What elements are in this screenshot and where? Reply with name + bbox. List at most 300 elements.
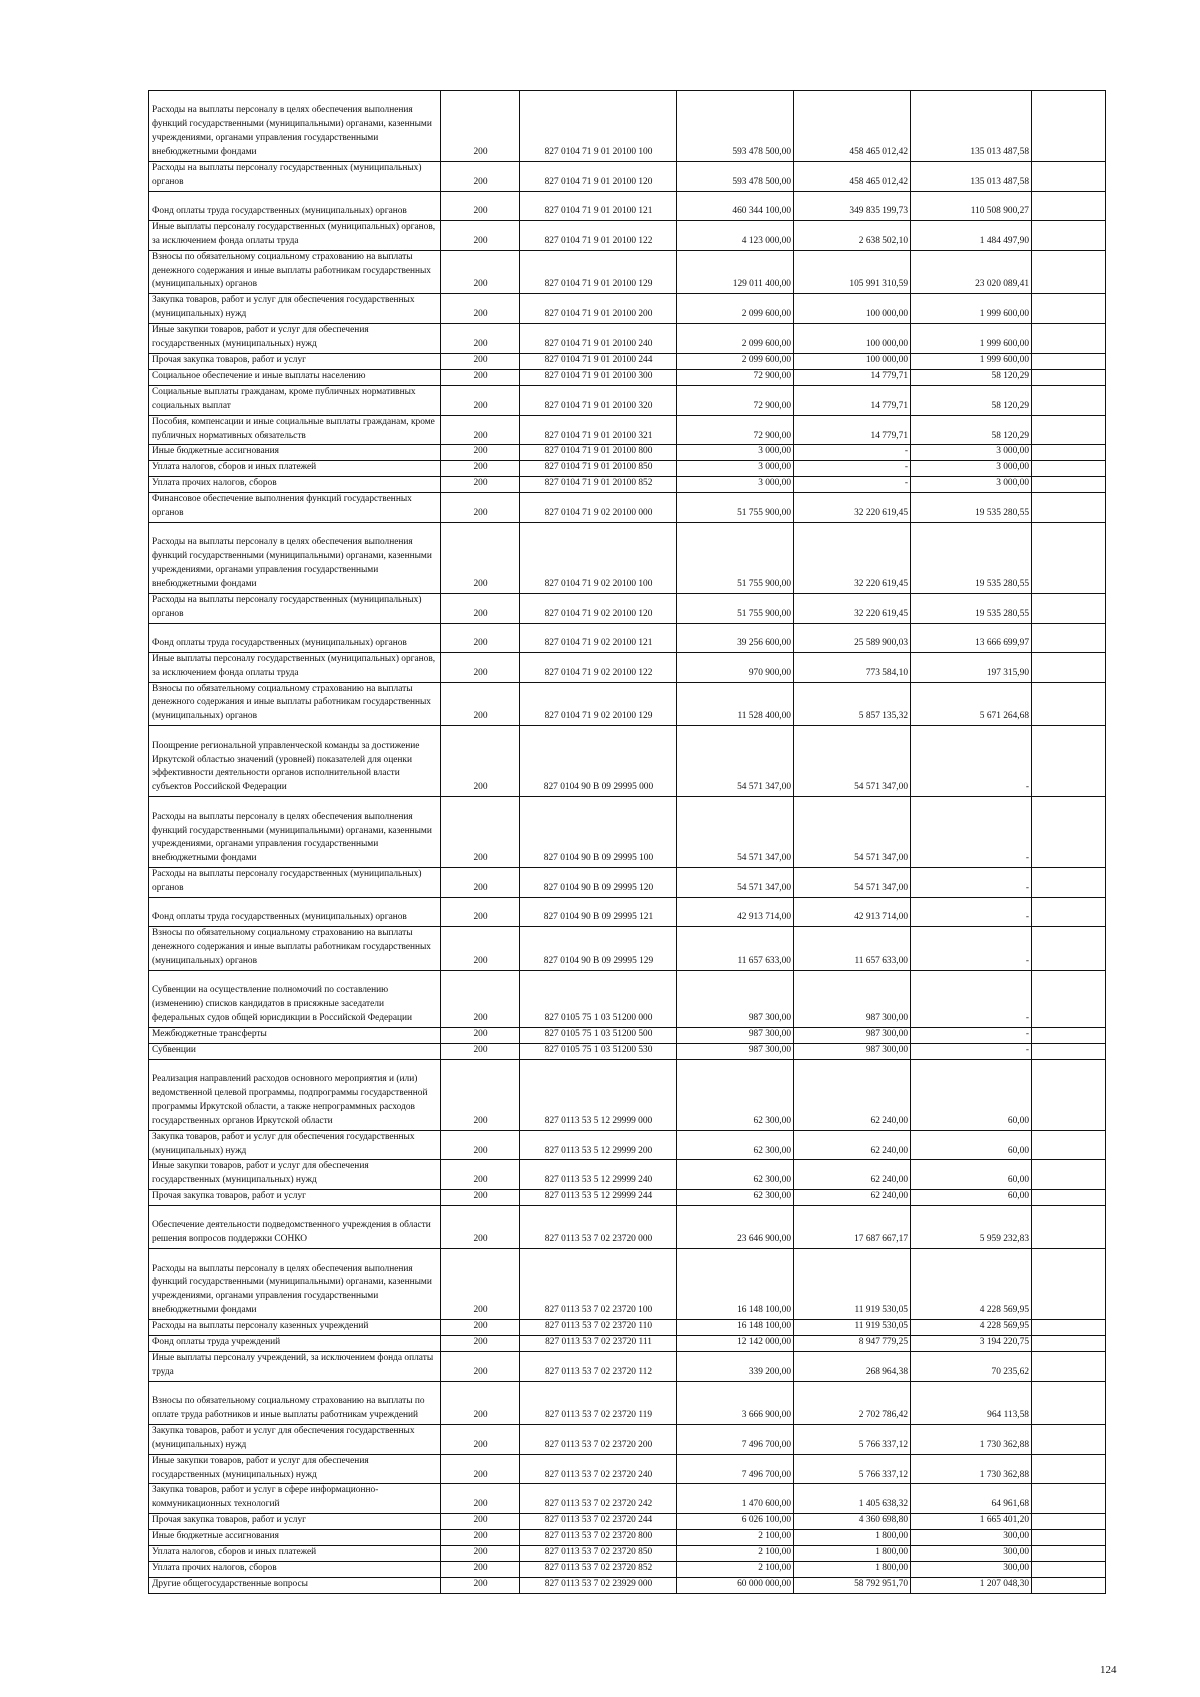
cell-unexecuted: 60,00 — [911, 1190, 1032, 1206]
cell-approved: 1 470 600,00 — [677, 1484, 794, 1514]
cell-empty — [1032, 1336, 1106, 1352]
cell-name: Фонд оплаты труда государственных (муниципальных) органов — [149, 623, 441, 652]
cell-executed: 11 919 530,05 — [794, 1320, 911, 1336]
cell-unexecuted: 110 508 900,27 — [911, 191, 1032, 220]
cell-name: Уплата налогов, сборов и иных платежей — [149, 461, 441, 477]
cell-name: Взносы по обязательному социальному страхованию на выплаты денежного содержания и иные выплаты работникам государственных (муниципальных) органов — [149, 927, 441, 971]
cell-name: Субвенции — [149, 1043, 441, 1059]
cell-approved: 51 755 900,00 — [677, 493, 794, 523]
cell-name: Закупка товаров, работ и услуг для обеспечения государственных (муниципальных) нужд — [149, 1130, 441, 1160]
cell-approved: 2 100,00 — [677, 1561, 794, 1577]
cell-name: Прочая закупка товаров, работ и услуг — [149, 353, 441, 369]
cell-empty — [1032, 294, 1106, 324]
cell-kbk: 827 0113 53 7 02 23720 244 — [520, 1514, 677, 1530]
table-row — [149, 385, 1106, 415]
cell-unexecuted: - — [911, 970, 1032, 1027]
cell-unexecuted: 19 535 280,55 — [911, 522, 1032, 593]
cell-approved: 129 011 400,00 — [677, 250, 794, 294]
cell-empty — [1032, 415, 1106, 445]
cell-kbk: 827 0104 90 В 09 29995 100 — [520, 797, 677, 868]
cell-unexecuted: 58 120,29 — [911, 415, 1032, 445]
cell-executed: 1 800,00 — [794, 1546, 911, 1562]
table-row — [149, 461, 1106, 477]
cell-name: Иные бюджетные ассигнования — [149, 1530, 441, 1546]
table-row — [149, 868, 1106, 898]
cell-empty — [1032, 353, 1106, 369]
table-row — [149, 250, 1106, 294]
cell-name: Взносы по обязательному социальному страхованию на выплаты по оплате труда работников и иные выплаты работникам учреждений — [149, 1381, 441, 1424]
cell-name: Уплата прочих налогов, сборов — [149, 477, 441, 493]
cell-empty — [1032, 1484, 1106, 1514]
cell-empty — [1032, 250, 1106, 294]
cell-code: 200 — [441, 91, 520, 162]
cell-approved: 11 528 400,00 — [677, 682, 794, 726]
cell-kbk: 827 0113 53 5 12 29999 240 — [520, 1160, 677, 1190]
cell-empty — [1032, 1381, 1106, 1424]
cell-kbk: 827 0104 90 В 09 29995 120 — [520, 868, 677, 898]
cell-empty — [1032, 1561, 1106, 1577]
cell-kbk: 827 0104 71 9 01 20100 320 — [520, 385, 677, 415]
cell-empty — [1032, 91, 1106, 162]
cell-unexecuted: 1 999 600,00 — [911, 324, 1032, 354]
cell-unexecuted: 3 000,00 — [911, 477, 1032, 493]
cell-empty — [1032, 1027, 1106, 1043]
table-row — [149, 522, 1106, 593]
cell-empty — [1032, 1130, 1106, 1160]
cell-empty — [1032, 1424, 1106, 1454]
cell-unexecuted: - — [911, 726, 1032, 797]
cell-executed: 62 240,00 — [794, 1059, 911, 1130]
cell-code: 200 — [441, 294, 520, 324]
cell-kbk: 827 0104 71 9 01 20100 120 — [520, 162, 677, 192]
cell-empty — [1032, 522, 1106, 593]
cell-kbk: 827 0104 71 9 02 20100 000 — [520, 493, 677, 523]
cell-executed: 17 687 667,17 — [794, 1206, 911, 1249]
cell-kbk: 827 0104 71 9 01 20100 852 — [520, 477, 677, 493]
cell-unexecuted: 4 228 569,95 — [911, 1249, 1032, 1320]
cell-name: Расходы на выплаты персоналу в целях обеспечения выполнения функций государственными (муниципальными) органами, казенными учреждениями, органами управления государственными внебюджетными фондами — [149, 797, 441, 868]
cell-empty — [1032, 1546, 1106, 1562]
cell-executed: - — [794, 461, 911, 477]
cell-unexecuted: 23 020 089,41 — [911, 250, 1032, 294]
cell-code: 200 — [441, 1484, 520, 1514]
cell-executed: 62 240,00 — [794, 1130, 911, 1160]
table-row — [149, 1530, 1106, 1546]
cell-kbk: 827 0104 71 9 02 20100 100 — [520, 522, 677, 593]
cell-executed: 11 657 633,00 — [794, 927, 911, 971]
cell-kbk: 827 0104 71 9 01 20100 122 — [520, 220, 677, 250]
cell-executed: 987 300,00 — [794, 1043, 911, 1059]
cell-approved: 6 026 100,00 — [677, 1514, 794, 1530]
cell-unexecuted: - — [911, 927, 1032, 971]
cell-executed: 105 991 310,59 — [794, 250, 911, 294]
cell-approved: 54 571 347,00 — [677, 797, 794, 868]
cell-executed: 25 589 900,03 — [794, 623, 911, 652]
table-row — [149, 1130, 1106, 1160]
cell-unexecuted: 4 228 569,95 — [911, 1320, 1032, 1336]
cell-executed: 11 919 530,05 — [794, 1249, 911, 1320]
cell-executed: 42 913 714,00 — [794, 898, 911, 927]
cell-kbk: 827 0113 53 7 02 23720 850 — [520, 1546, 677, 1562]
cell-name: Финансовое обеспечение выполнения функций государственных органов — [149, 493, 441, 523]
cell-empty — [1032, 1206, 1106, 1249]
cell-name: Социальные выплаты гражданам, кроме публичных нормативных социальных выплат — [149, 385, 441, 415]
cell-approved: 2 099 600,00 — [677, 324, 794, 354]
cell-executed: 54 571 347,00 — [794, 726, 911, 797]
cell-executed: 2 638 502,10 — [794, 220, 911, 250]
cell-executed: 14 779,71 — [794, 369, 911, 385]
cell-code: 200 — [441, 1424, 520, 1454]
cell-code: 200 — [441, 1130, 520, 1160]
cell-name: Расходы на выплаты персоналу государственных (муниципальных) органов — [149, 162, 441, 192]
cell-kbk: 827 0104 71 9 01 20100 244 — [520, 353, 677, 369]
table-row — [149, 162, 1106, 192]
cell-kbk: 827 0104 71 9 02 20100 122 — [520, 652, 677, 682]
cell-executed: 5 766 337,12 — [794, 1454, 911, 1484]
cell-empty — [1032, 493, 1106, 523]
cell-approved: 7 496 700,00 — [677, 1454, 794, 1484]
cell-executed: 773 584,10 — [794, 652, 911, 682]
cell-empty — [1032, 1043, 1106, 1059]
cell-empty — [1032, 1190, 1106, 1206]
cell-name: Субвенции на осуществление полномочий по составлению (изменению) списков кандидатов в присяжные заседатели федеральных судов общей юрисдикции в Российской Федерации — [149, 970, 441, 1027]
cell-name: Иные выплаты персоналу учреждений, за исключением фонда оплаты труда — [149, 1351, 441, 1381]
cell-empty — [1032, 1059, 1106, 1130]
table-row — [149, 1336, 1106, 1352]
cell-unexecuted: 1 999 600,00 — [911, 353, 1032, 369]
cell-kbk: 827 0113 53 7 02 23720 112 — [520, 1351, 677, 1381]
cell-name: Иные выплаты персоналу государственных (муниципальных) органов, за исключением фонда оплаты труда — [149, 652, 441, 682]
table-row — [149, 1027, 1106, 1043]
cell-name: Расходы на выплаты персоналу государственных (муниципальных) органов — [149, 593, 441, 623]
cell-approved: 16 148 100,00 — [677, 1249, 794, 1320]
table-row — [149, 1043, 1106, 1059]
cell-unexecuted: 64 961,68 — [911, 1484, 1032, 1514]
cell-unexecuted: 60,00 — [911, 1130, 1032, 1160]
cell-kbk: 827 0113 53 5 12 29999 200 — [520, 1130, 677, 1160]
cell-unexecuted: 135 013 487,58 — [911, 91, 1032, 162]
cell-empty — [1032, 162, 1106, 192]
cell-code: 200 — [441, 493, 520, 523]
cell-approved: 23 646 900,00 — [677, 1206, 794, 1249]
cell-empty — [1032, 1320, 1106, 1336]
cell-executed: 1 405 638,32 — [794, 1484, 911, 1514]
cell-name: Расходы на выплаты персоналу в целях обеспечения выполнения функций государственными (муниципальными) органами, казенными учреждениями, органами управления государственными внебюджетными фондами — [149, 91, 441, 162]
cell-code: 200 — [441, 623, 520, 652]
table-row — [149, 1484, 1106, 1514]
cell-executed: - — [794, 477, 911, 493]
table-row — [149, 1514, 1106, 1530]
cell-approved: 72 900,00 — [677, 415, 794, 445]
cell-empty — [1032, 726, 1106, 797]
cell-executed: 1 800,00 — [794, 1561, 911, 1577]
cell-kbk: 827 0104 90 В 09 29995 121 — [520, 898, 677, 927]
cell-name: Закупка товаров, работ и услуг для обеспечения государственных (муниципальных) нужд — [149, 1424, 441, 1454]
table-row — [149, 927, 1106, 971]
cell-approved: 970 900,00 — [677, 652, 794, 682]
cell-name: Фонд оплаты труда государственных (муниципальных) органов — [149, 898, 441, 927]
cell-code: 200 — [441, 1190, 520, 1206]
table-row — [149, 1454, 1106, 1484]
cell-approved: 54 571 347,00 — [677, 868, 794, 898]
cell-executed: 458 465 012,42 — [794, 91, 911, 162]
cell-executed: 987 300,00 — [794, 970, 911, 1027]
cell-kbk: 827 0104 71 9 02 20100 121 — [520, 623, 677, 652]
cell-executed: 458 465 012,42 — [794, 162, 911, 192]
cell-kbk: 827 0104 71 9 01 20100 100 — [520, 91, 677, 162]
cell-approved: 39 256 600,00 — [677, 623, 794, 652]
cell-kbk: 827 0113 53 7 02 23929 000 — [520, 1577, 677, 1593]
cell-name: Взносы по обязательному социальному страхованию на выплаты денежного содержания и иные выплаты работникам государственных (муниципальных) органов — [149, 250, 441, 294]
cell-code: 200 — [441, 970, 520, 1027]
cell-kbk: 827 0113 53 7 02 23720 000 — [520, 1206, 677, 1249]
cell-approved: 3 000,00 — [677, 445, 794, 461]
cell-executed: 100 000,00 — [794, 294, 911, 324]
cell-unexecuted: 5 959 232,83 — [911, 1206, 1032, 1249]
cell-executed: 100 000,00 — [794, 353, 911, 369]
table-row — [149, 353, 1106, 369]
table-row — [149, 593, 1106, 623]
cell-empty — [1032, 445, 1106, 461]
cell-unexecuted: 3 194 220,75 — [911, 1336, 1032, 1352]
cell-code: 200 — [441, 593, 520, 623]
cell-name: Иные закупки товаров, работ и услуг для обеспечения государственных (муниципальных) нужд — [149, 1160, 441, 1190]
cell-name: Закупка товаров, работ и услуг для обеспечения государственных (муниципальных) нужд — [149, 294, 441, 324]
table-row — [149, 477, 1106, 493]
cell-code: 200 — [441, 162, 520, 192]
cell-name: Фонд оплаты труда государственных (муниципальных) органов — [149, 191, 441, 220]
cell-name: Расходы на выплаты персоналу государственных (муниципальных) органов — [149, 868, 441, 898]
cell-code: 200 — [441, 477, 520, 493]
cell-code: 200 — [441, 369, 520, 385]
cell-unexecuted: 19 535 280,55 — [911, 593, 1032, 623]
cell-code: 200 — [441, 1059, 520, 1130]
cell-approved: 7 496 700,00 — [677, 1424, 794, 1454]
cell-approved: 51 755 900,00 — [677, 593, 794, 623]
cell-approved: 3 666 900,00 — [677, 1381, 794, 1424]
cell-executed: 1 800,00 — [794, 1530, 911, 1546]
cell-name: Иные бюджетные ассигнования — [149, 445, 441, 461]
cell-empty — [1032, 593, 1106, 623]
cell-name: Другие общегосударственные вопросы — [149, 1577, 441, 1593]
cell-name: Иные закупки товаров, работ и услуг для обеспечения государственных (муниципальных) нужд — [149, 324, 441, 354]
cell-unexecuted: 13 666 699,97 — [911, 623, 1032, 652]
cell-approved: 3 000,00 — [677, 477, 794, 493]
table-row — [149, 445, 1106, 461]
cell-empty — [1032, 1454, 1106, 1484]
cell-code: 200 — [441, 324, 520, 354]
cell-empty — [1032, 220, 1106, 250]
budget-execution-table — [148, 90, 1106, 1594]
cell-name: Иные закупки товаров, работ и услуг для обеспечения государственных (муниципальных) нужд — [149, 1454, 441, 1484]
table-row — [149, 1190, 1106, 1206]
cell-approved: 593 478 500,00 — [677, 162, 794, 192]
cell-kbk: 827 0105 75 1 03 51200 530 — [520, 1043, 677, 1059]
cell-code: 200 — [441, 652, 520, 682]
cell-kbk: 827 0104 71 9 02 20100 120 — [520, 593, 677, 623]
table-row — [149, 970, 1106, 1027]
cell-name: Расходы на выплаты персоналу казенных учреждений — [149, 1320, 441, 1336]
cell-unexecuted: - — [911, 797, 1032, 868]
cell-code: 200 — [441, 868, 520, 898]
table-row — [149, 1320, 1106, 1336]
cell-approved: 987 300,00 — [677, 1027, 794, 1043]
cell-name: Реализация направлений расходов основного мероприятия и (или) ведомственной целевой программы, подпрограммы государственной программы Иркутской области, а также непрограммных расходов государственных органов Иркутской области — [149, 1059, 441, 1130]
cell-executed: 349 835 199,73 — [794, 191, 911, 220]
table-row — [149, 1561, 1106, 1577]
cell-kbk: 827 0113 53 7 02 23720 119 — [520, 1381, 677, 1424]
cell-approved: 2 100,00 — [677, 1546, 794, 1562]
cell-unexecuted: 5 671 264,68 — [911, 682, 1032, 726]
cell-name: Прочая закупка товаров, работ и услуг — [149, 1514, 441, 1530]
cell-approved: 2 100,00 — [677, 1530, 794, 1546]
cell-unexecuted: 1 207 048,30 — [911, 1577, 1032, 1593]
cell-name: Уплата прочих налогов, сборов — [149, 1561, 441, 1577]
cell-code: 200 — [441, 445, 520, 461]
table-row — [149, 294, 1106, 324]
cell-approved: 593 478 500,00 — [677, 91, 794, 162]
cell-executed: 5 857 135,32 — [794, 682, 911, 726]
cell-unexecuted: - — [911, 1043, 1032, 1059]
cell-code: 200 — [441, 1043, 520, 1059]
cell-unexecuted: - — [911, 898, 1032, 927]
cell-approved: 72 900,00 — [677, 385, 794, 415]
table-row — [149, 1424, 1106, 1454]
cell-empty — [1032, 324, 1106, 354]
cell-kbk: 827 0113 53 7 02 23720 800 — [520, 1530, 677, 1546]
cell-executed: 987 300,00 — [794, 1027, 911, 1043]
cell-executed: 268 964,38 — [794, 1351, 911, 1381]
cell-code: 200 — [441, 461, 520, 477]
cell-empty — [1032, 797, 1106, 868]
cell-kbk: 827 0113 53 7 02 23720 242 — [520, 1484, 677, 1514]
cell-executed: 100 000,00 — [794, 324, 911, 354]
cell-code: 200 — [441, 1530, 520, 1546]
cell-code: 200 — [441, 1027, 520, 1043]
cell-kbk: 827 0113 53 7 02 23720 240 — [520, 1454, 677, 1484]
cell-name: Межбюджетные трансферты — [149, 1027, 441, 1043]
cell-code: 200 — [441, 898, 520, 927]
cell-unexecuted: 60,00 — [911, 1059, 1032, 1130]
cell-unexecuted: 1 730 362,88 — [911, 1454, 1032, 1484]
table-row — [149, 1059, 1106, 1130]
cell-approved: 60 000 000,00 — [677, 1577, 794, 1593]
cell-executed: 54 571 347,00 — [794, 797, 911, 868]
table-row — [149, 220, 1106, 250]
cell-kbk: 827 0113 53 7 02 23720 852 — [520, 1561, 677, 1577]
cell-kbk: 827 0104 71 9 01 20100 200 — [520, 294, 677, 324]
cell-unexecuted: - — [911, 868, 1032, 898]
cell-empty — [1032, 1514, 1106, 1530]
cell-approved: 339 200,00 — [677, 1351, 794, 1381]
cell-code: 200 — [441, 1160, 520, 1190]
table-row — [149, 652, 1106, 682]
cell-approved: 54 571 347,00 — [677, 726, 794, 797]
cell-executed: 58 792 951,70 — [794, 1577, 911, 1593]
cell-code: 200 — [441, 1206, 520, 1249]
cell-unexecuted: 300,00 — [911, 1561, 1032, 1577]
cell-empty — [1032, 927, 1106, 971]
cell-approved: 4 123 000,00 — [677, 220, 794, 250]
cell-unexecuted: 70 235,62 — [911, 1351, 1032, 1381]
cell-code: 200 — [441, 250, 520, 294]
cell-approved: 987 300,00 — [677, 970, 794, 1027]
table-row — [149, 682, 1106, 726]
cell-approved: 16 148 100,00 — [677, 1320, 794, 1336]
table-body — [149, 91, 1106, 1594]
page-number: 124 — [1100, 1664, 1117, 1676]
cell-code: 200 — [441, 1249, 520, 1320]
cell-name: Прочая закупка товаров, работ и услуг — [149, 1190, 441, 1206]
cell-kbk: 827 0113 53 7 02 23720 110 — [520, 1320, 677, 1336]
cell-unexecuted: 1 999 600,00 — [911, 294, 1032, 324]
cell-approved: 987 300,00 — [677, 1043, 794, 1059]
cell-approved: 2 099 600,00 — [677, 353, 794, 369]
table-row — [149, 415, 1106, 445]
cell-executed: 2 702 786,42 — [794, 1381, 911, 1424]
table-row — [149, 1351, 1106, 1381]
cell-approved: 62 300,00 — [677, 1059, 794, 1130]
cell-kbk: 827 0104 71 9 01 20100 121 — [520, 191, 677, 220]
cell-name: Поощрение региональной управленческой команды за достижение Иркутской областью значений (уровней) показателей для оценки эффективности деятельности органов исполнительной власти субъектов Российской Федерации — [149, 726, 441, 797]
cell-code: 200 — [441, 682, 520, 726]
cell-kbk: 827 0113 53 7 02 23720 200 — [520, 1424, 677, 1454]
cell-code: 200 — [441, 1454, 520, 1484]
cell-kbk: 827 0113 53 5 12 29999 000 — [520, 1059, 677, 1130]
cell-approved: 12 142 000,00 — [677, 1336, 794, 1352]
cell-code: 200 — [441, 1381, 520, 1424]
table-row — [149, 493, 1106, 523]
table-row — [149, 324, 1106, 354]
cell-empty — [1032, 385, 1106, 415]
cell-executed: 62 240,00 — [794, 1190, 911, 1206]
cell-name: Социальное обеспечение и иные выплаты населению — [149, 369, 441, 385]
cell-empty — [1032, 1530, 1106, 1546]
cell-approved: 62 300,00 — [677, 1190, 794, 1206]
cell-empty — [1032, 623, 1106, 652]
cell-executed: 54 571 347,00 — [794, 868, 911, 898]
cell-unexecuted: 58 120,29 — [911, 369, 1032, 385]
cell-approved: 62 300,00 — [677, 1130, 794, 1160]
cell-kbk: 827 0104 71 9 01 20100 300 — [520, 369, 677, 385]
cell-executed: 14 779,71 — [794, 385, 911, 415]
cell-kbk: 827 0104 71 9 01 20100 850 — [520, 461, 677, 477]
table-row — [149, 1577, 1106, 1593]
cell-executed: - — [794, 445, 911, 461]
cell-code: 200 — [441, 1320, 520, 1336]
cell-empty — [1032, 1577, 1106, 1593]
cell-kbk: 827 0105 75 1 03 51200 500 — [520, 1027, 677, 1043]
cell-code: 200 — [441, 385, 520, 415]
cell-empty — [1032, 191, 1106, 220]
cell-executed: 5 766 337,12 — [794, 1424, 911, 1454]
table-row — [149, 623, 1106, 652]
cell-empty — [1032, 868, 1106, 898]
cell-code: 200 — [441, 353, 520, 369]
cell-empty — [1032, 652, 1106, 682]
table-row — [149, 1206, 1106, 1249]
cell-name: Фонд оплаты труда учреждений — [149, 1336, 441, 1352]
cell-empty — [1032, 970, 1106, 1027]
cell-empty — [1032, 461, 1106, 477]
cell-empty — [1032, 682, 1106, 726]
cell-code: 200 — [441, 927, 520, 971]
cell-unexecuted: 964 113,58 — [911, 1381, 1032, 1424]
cell-executed: 32 220 619,45 — [794, 522, 911, 593]
cell-code: 200 — [441, 1351, 520, 1381]
cell-empty — [1032, 1351, 1106, 1381]
cell-name: Закупка товаров, работ и услуг в сфере информационно-коммуникационных технологий — [149, 1484, 441, 1514]
